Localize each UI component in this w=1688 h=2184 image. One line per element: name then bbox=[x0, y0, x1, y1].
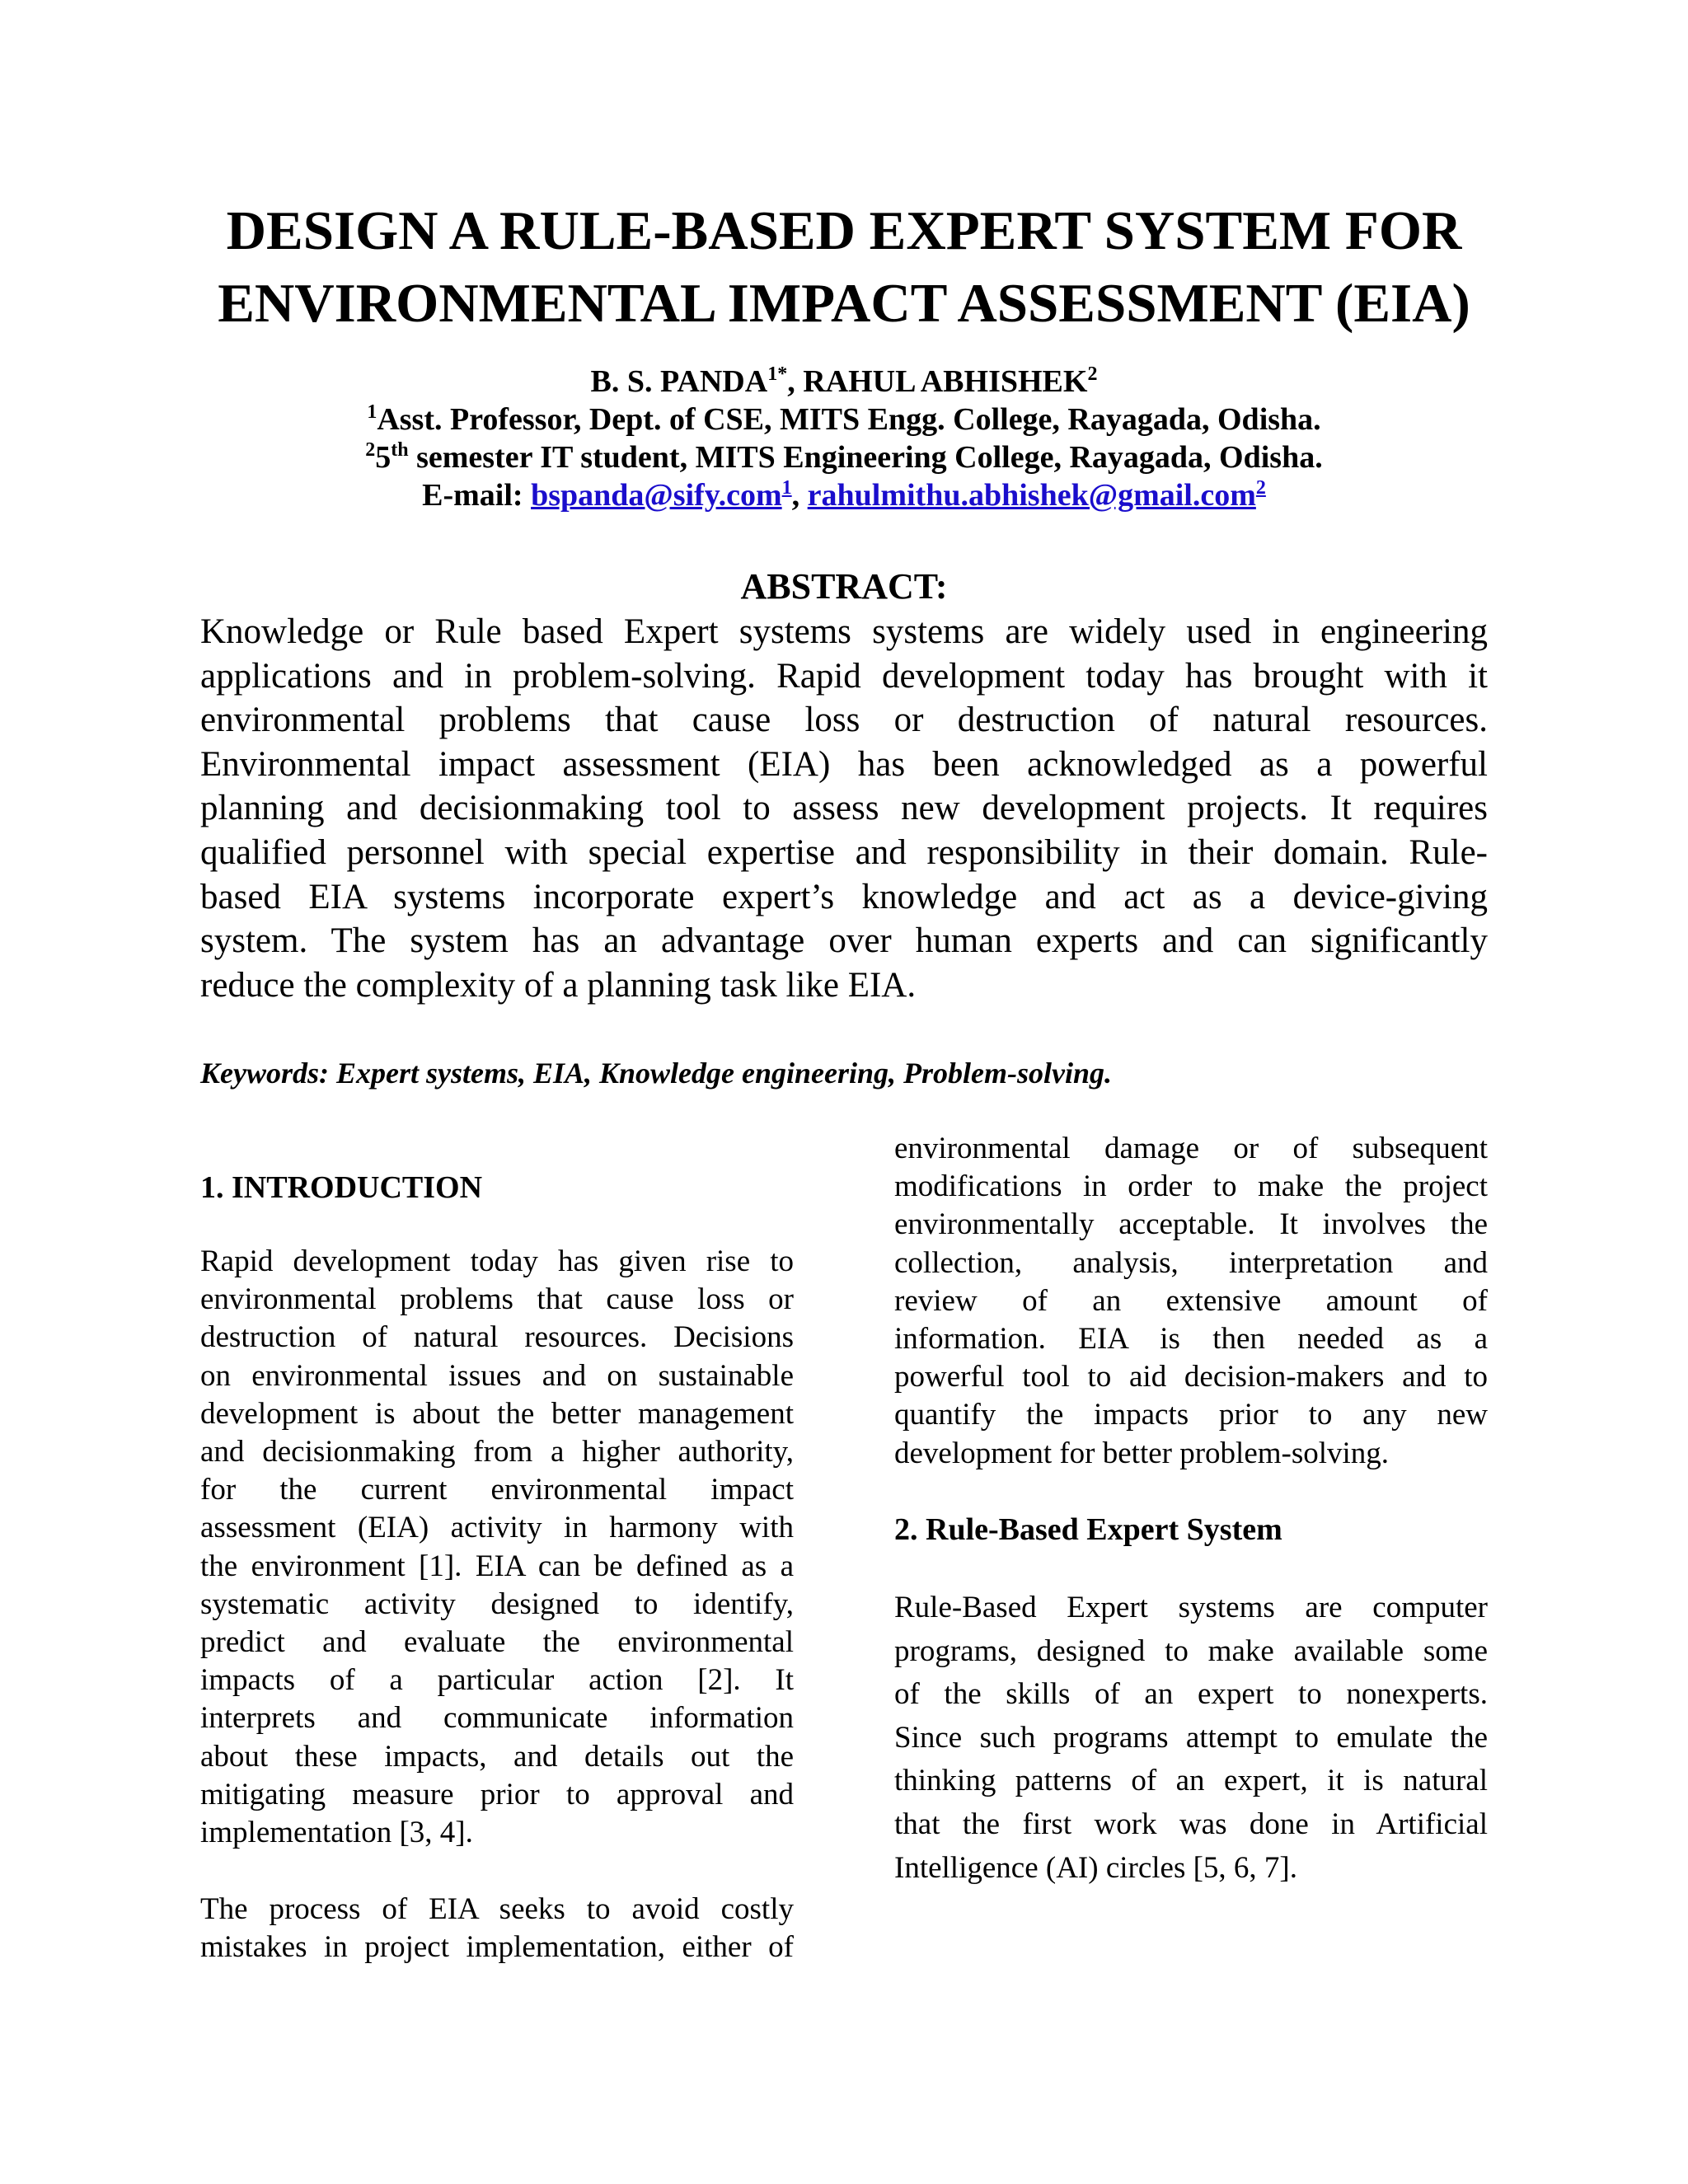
section-heading-introduction: 1. INTRODUCTION bbox=[200, 1170, 483, 1205]
rule-based-paragraph-1 bbox=[894, 1586, 1488, 1890]
email-label: E-mail: bbox=[422, 478, 532, 513]
affiliation-text: semester IT student, MITS Engineering College, Rayagada, Odisha. bbox=[408, 440, 1323, 475]
email-affiliation-mark: 2 bbox=[1255, 477, 1266, 499]
author-names bbox=[148, 363, 1540, 401]
abstract-line: based EIA systems incorporate expert’s knowledge and act as a device-giving bbox=[200, 877, 1488, 916]
text-line: The process of EIA seeks to avoid costly bbox=[200, 1892, 794, 1926]
abstract-line: qualified personnel with special expertise and responsibility in their domain. Rule- bbox=[200, 832, 1488, 872]
text-line: mistakes in project implementation, either of bbox=[200, 1930, 794, 1965]
affiliation bbox=[148, 401, 1540, 438]
author-block bbox=[148, 363, 1540, 514]
text-line: impacts of a particular action [2]. It bbox=[200, 1663, 794, 1698]
abstract-line: reduce the complexity of a planning task like EIA. bbox=[200, 965, 917, 1005]
text-line: on environmental issues and on sustainable bbox=[200, 1358, 794, 1393]
text-line: programs, designed to make available some bbox=[894, 1633, 1488, 1668]
email-line bbox=[148, 476, 1540, 514]
abstract-line: environmental problems that cause loss or destruction of natural resources. bbox=[200, 701, 1488, 740]
text-line: information. EIA is then needed as a bbox=[894, 1322, 1488, 1357]
affiliation-text: Asst. Professor, Dept. of CSE, MITS Engg. College, Rayagada, Odisha. bbox=[377, 402, 1321, 437]
title-line: DESIGN A RULE-BASED EXPERT SYSTEM FOR bbox=[226, 200, 1462, 261]
text-line: collection, analysis, interpretation and bbox=[894, 1245, 1488, 1280]
text-line: environmental problems that cause loss or bbox=[200, 1282, 794, 1317]
introduction-paragraph-2 bbox=[200, 1891, 794, 1966]
text-line: for the current environmental impact bbox=[200, 1473, 794, 1507]
affiliation-ordinal: th bbox=[391, 439, 409, 461]
text-line: review of an extensive amount of bbox=[894, 1283, 1488, 1318]
affiliation-mark: 2 bbox=[365, 439, 376, 461]
author-separator: , bbox=[787, 364, 804, 399]
abstract-line: planning and decisionmaking tool to assess new development projects. It requires bbox=[200, 789, 1488, 828]
email-link-2[interactable]: rahulmithu.abhishek@gmail.com bbox=[807, 478, 1256, 513]
email-link-1[interactable]: bspanda@sify.com bbox=[531, 478, 782, 513]
text-line: predict and evaluate the environmental bbox=[200, 1625, 794, 1660]
affiliation-text: 5 bbox=[375, 440, 392, 475]
text-line: modifications in order to make the project bbox=[894, 1169, 1488, 1204]
text-line: Rapid development today has given rise to bbox=[200, 1244, 794, 1278]
introduction-paragraph-2-continued bbox=[894, 1130, 1488, 1473]
text-line: the environment [1]. EIA can be defined as a bbox=[200, 1549, 794, 1583]
abstract-heading: ABSTRACT: bbox=[740, 566, 948, 607]
section-heading-rule-based-expert-system: 2. Rule-Based Expert System bbox=[894, 1512, 1282, 1547]
text-line: environmentally acceptable. It involves the bbox=[894, 1207, 1488, 1242]
text-line: powerful tool to aid decision-makers and to bbox=[894, 1360, 1488, 1394]
text-line: about these impacts, and details out the bbox=[200, 1739, 794, 1774]
text-line: interprets and communicate information bbox=[200, 1701, 794, 1736]
affiliation-mark: 1 bbox=[367, 401, 377, 423]
abstract-line: Environmental impact assessment (EIA) has been acknowledged as a powerful bbox=[200, 744, 1488, 784]
abstract-line: system. The system has an advantage over human experts and can significantly bbox=[200, 921, 1488, 961]
text-line: that the first work was done in Artificial bbox=[894, 1807, 1488, 1841]
text-line: thinking patterns of an expert, it is natural bbox=[894, 1764, 1488, 1798]
text-line: environmental damage or of subsequent bbox=[894, 1132, 1488, 1165]
affiliation bbox=[148, 438, 1540, 476]
abstract-line: Knowledge or Rule based Expert systems systems are widely used in engineering bbox=[200, 612, 1488, 651]
introduction-paragraph-1 bbox=[200, 1243, 794, 1852]
text-line: assessment (EIA) activity in harmony with bbox=[200, 1511, 794, 1545]
email-affiliation-mark: 1 bbox=[781, 477, 792, 499]
text-line: Intelligence (AI) circles [5, 6, 7]. bbox=[894, 1850, 1298, 1885]
text-line: Since such programs attempt to emulate the bbox=[894, 1720, 1488, 1755]
author-name: RAHUL ABHISHEK bbox=[803, 364, 1088, 399]
text-line: implementation [3, 4]. bbox=[200, 1816, 473, 1850]
text-line: development is about the better management bbox=[200, 1396, 794, 1431]
abstract-body bbox=[200, 610, 1488, 1007]
author-name: B. S. PANDA bbox=[590, 364, 768, 399]
text-line: of the skills of an expert to nonexperts. bbox=[894, 1677, 1488, 1712]
author-affiliation-mark: 1* bbox=[767, 363, 788, 385]
paper-title bbox=[148, 194, 1540, 340]
text-line: Rule-Based Expert systems are computer bbox=[894, 1591, 1488, 1624]
abstract-line: applications and in problem-solving. Rapid development today has brought with it bbox=[200, 656, 1488, 696]
keywords: Keywords: Expert systems, EIA, Knowledge engineering, Problem-solving. bbox=[200, 1057, 1113, 1090]
title-line: ENVIRONMENTAL IMPACT ASSESSMENT (EIA) bbox=[218, 273, 1470, 334]
text-line: quantify the impacts prior to any new bbox=[894, 1398, 1488, 1432]
text-line: development for better problem-solving. bbox=[894, 1436, 1390, 1470]
author-affiliation-mark: 2 bbox=[1087, 363, 1098, 385]
text-line: destruction of natural resources. Decisions bbox=[200, 1320, 794, 1355]
text-line: and decisionmaking from a higher authority, bbox=[200, 1435, 794, 1469]
text-line: mitigating measure prior to approval and bbox=[200, 1777, 794, 1811]
email-separator: , bbox=[791, 478, 808, 513]
text-line: systematic activity designed to identify, bbox=[200, 1586, 794, 1621]
